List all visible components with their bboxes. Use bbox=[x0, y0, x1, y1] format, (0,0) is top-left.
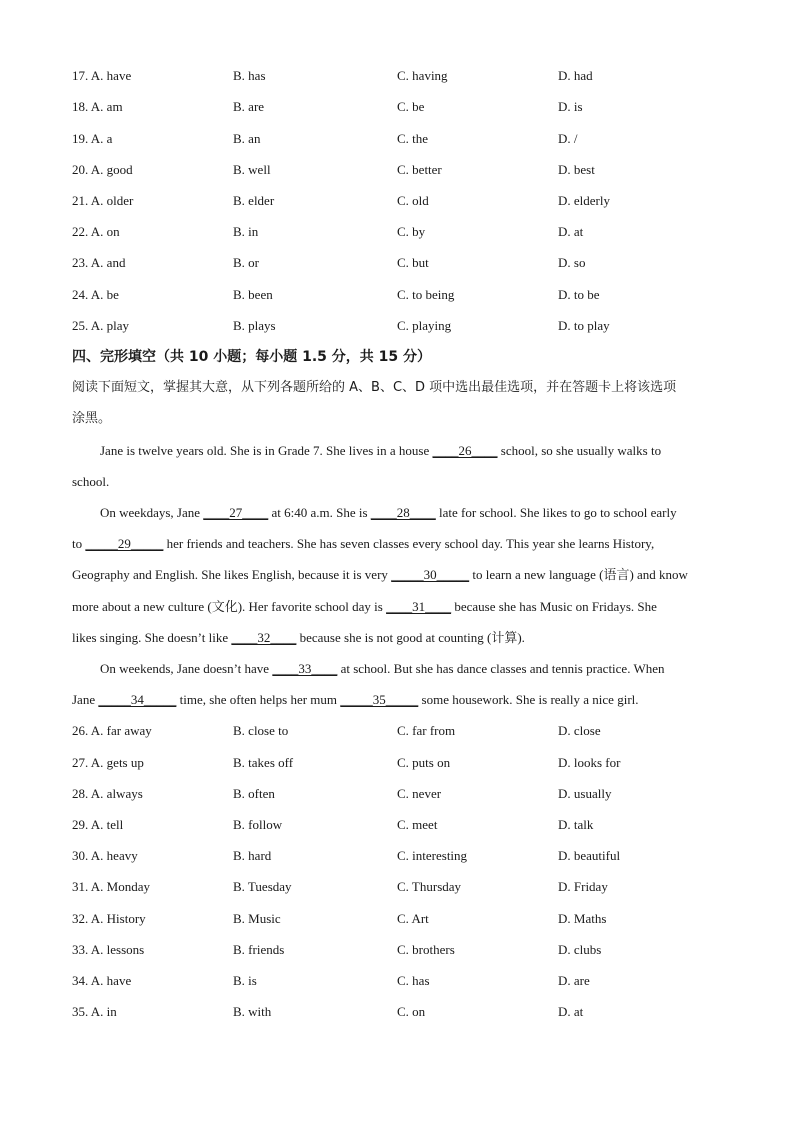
passage-text: late for school. She likes to go to school early bbox=[435, 505, 677, 520]
option-d: D. beautiful bbox=[558, 848, 621, 863]
option-c: C. old bbox=[397, 193, 429, 208]
passage-text: Jane is twelve years old. She is in Grade 7. She lives in a house bbox=[100, 443, 433, 458]
option-d: D. had bbox=[558, 68, 593, 83]
option-b: B. plays bbox=[233, 318, 276, 333]
option-b: B. is bbox=[233, 973, 257, 988]
option-b: B. hard bbox=[233, 848, 272, 863]
passage-text: to learn a new language (语言) and know bbox=[469, 567, 688, 582]
option-d: D. best bbox=[558, 162, 595, 177]
passage-line bbox=[100, 441, 661, 461]
option-b: B. often bbox=[233, 786, 275, 801]
option-b: B. follow bbox=[233, 817, 283, 832]
passage-text: Jane bbox=[72, 692, 99, 707]
option-b: B. well bbox=[233, 162, 271, 177]
option-c: C. Art bbox=[397, 911, 429, 926]
option-row-30 bbox=[0, 846, 794, 866]
option-row-17 bbox=[0, 66, 794, 86]
passage-text: at school. But she has dance classes and tennis practice. When bbox=[337, 661, 665, 676]
option-b: B. elder bbox=[233, 193, 275, 208]
section-heading: 四、完形填空（共 10 小题；每小题 1.5 分，共 15 分） bbox=[72, 349, 432, 365]
option-row-27 bbox=[0, 753, 794, 773]
option-d: D. to play bbox=[558, 318, 610, 333]
option-c: C. be bbox=[397, 99, 425, 114]
option-row-24 bbox=[0, 285, 794, 305]
option-a: 20. A. good bbox=[72, 162, 133, 177]
option-b: B. Music bbox=[233, 911, 281, 926]
option-b: B. with bbox=[233, 1004, 272, 1019]
option-row-34 bbox=[0, 971, 794, 991]
option-a: 24. A. be bbox=[72, 287, 119, 302]
section-instruction-cont: 涂黑。 bbox=[72, 411, 112, 426]
option-c: C. playing bbox=[397, 318, 452, 333]
option-a: 35. A. in bbox=[72, 1004, 117, 1019]
option-d: D. looks for bbox=[558, 755, 621, 770]
option-b: B. or bbox=[233, 255, 259, 270]
blank-27: ____27____ bbox=[203, 505, 269, 520]
option-c: C. to being bbox=[397, 287, 455, 302]
option-b: B. close to bbox=[233, 723, 289, 738]
blank-33: ____33____ bbox=[272, 661, 338, 676]
passage-text: time, she often helps her mum bbox=[176, 692, 341, 707]
passage-text: because she is not good at counting (计算). bbox=[296, 630, 525, 645]
passage-line bbox=[100, 659, 665, 679]
option-row-32 bbox=[0, 909, 794, 929]
option-d: D. talk bbox=[558, 817, 594, 832]
blank-30: _____30_____ bbox=[391, 567, 470, 582]
option-row-23 bbox=[0, 253, 794, 273]
passage-line bbox=[72, 534, 654, 554]
option-row-21 bbox=[0, 191, 794, 211]
passage-text: On weekends, Jane doesn’t have bbox=[100, 661, 273, 676]
option-a: 30. A. heavy bbox=[72, 848, 138, 863]
passage-line bbox=[72, 597, 657, 617]
option-b: B. an bbox=[233, 131, 261, 146]
passage-text: because she has Music on Fridays. She bbox=[451, 599, 657, 614]
blank-28: ____28____ bbox=[370, 505, 436, 520]
option-d: D. close bbox=[558, 723, 601, 738]
option-row-29 bbox=[0, 815, 794, 835]
option-c: C. on bbox=[397, 1004, 426, 1019]
option-b: B. friends bbox=[233, 942, 285, 957]
passage-text: school. bbox=[72, 474, 110, 489]
option-row-35 bbox=[0, 1002, 794, 1022]
option-a: 34. A. have bbox=[72, 973, 132, 988]
option-b: B. takes off bbox=[233, 755, 294, 770]
option-c: C. far from bbox=[397, 723, 456, 738]
option-b: B. are bbox=[233, 99, 265, 114]
option-c: C. never bbox=[397, 786, 442, 801]
option-c: C. better bbox=[397, 162, 442, 177]
blank-34: _____34_____ bbox=[98, 692, 177, 707]
section-instruction: 阅读下面短文，掌握其大意，从下列各题所给的 A、B、C、D 项中选出最佳选项，并在答题卡上将该选项 bbox=[72, 380, 677, 395]
passage-text: to bbox=[72, 536, 86, 551]
option-d: D. elderly bbox=[558, 193, 610, 208]
option-row-33 bbox=[0, 940, 794, 960]
option-d: D. usually bbox=[558, 786, 612, 801]
blank-26: ____26____ bbox=[432, 443, 498, 458]
option-a: 27. A. gets up bbox=[72, 755, 144, 770]
option-a: 25. A. play bbox=[72, 318, 130, 333]
passage-line bbox=[72, 565, 688, 585]
option-a: 17. A. have bbox=[72, 68, 132, 83]
passage-line bbox=[72, 472, 109, 492]
option-d: D. so bbox=[558, 255, 586, 270]
passage-text: On weekdays, Jane bbox=[100, 505, 204, 520]
option-b: B. in bbox=[233, 224, 259, 239]
option-a: 33. A. lessons bbox=[72, 942, 145, 957]
option-a: 29. A. tell bbox=[72, 817, 124, 832]
option-c: C. by bbox=[397, 224, 426, 239]
option-c: C. but bbox=[397, 255, 429, 270]
passage-line bbox=[72, 628, 525, 648]
passage-text: at 6:40 a.m. She is bbox=[268, 505, 371, 520]
passage-text: likes singing. She doesn’t like bbox=[72, 630, 232, 645]
option-b: B. Tuesday bbox=[233, 879, 292, 894]
option-c: C. Thursday bbox=[397, 879, 462, 894]
option-d: D. Maths bbox=[558, 911, 607, 926]
option-d: D. are bbox=[558, 973, 590, 988]
blank-35: _____35_____ bbox=[340, 692, 419, 707]
passage-text: more about a new culture (文化). Her favorite school day is bbox=[72, 599, 387, 614]
option-d: D. at bbox=[558, 224, 584, 239]
passage-text: school, so she usually walks to bbox=[497, 443, 662, 458]
option-a: 31. A. Monday bbox=[72, 879, 150, 894]
option-c: C. meet bbox=[397, 817, 438, 832]
option-c: C. having bbox=[397, 68, 448, 83]
passage-text: her friends and teachers. She has seven classes every school day. This year she learns History, bbox=[163, 536, 655, 551]
option-row-19 bbox=[0, 129, 794, 149]
blank-31: ____31____ bbox=[386, 599, 452, 614]
option-a: 19. A. a bbox=[72, 131, 113, 146]
option-row-28 bbox=[0, 784, 794, 804]
option-row-26 bbox=[0, 721, 794, 741]
option-d: D. / bbox=[558, 131, 578, 146]
option-a: 23. A. and bbox=[72, 255, 126, 270]
option-a: 22. A. on bbox=[72, 224, 120, 239]
option-c: C. brothers bbox=[397, 942, 455, 957]
option-b: B. has bbox=[233, 68, 266, 83]
passage-text: some housework. She is really a nice girl. bbox=[418, 692, 639, 707]
option-c: C. interesting bbox=[397, 848, 468, 863]
option-a: 26. A. far away bbox=[72, 723, 152, 738]
option-a: 28. A. always bbox=[72, 786, 143, 801]
option-c: C. puts on bbox=[397, 755, 451, 770]
option-a: 32. A. History bbox=[72, 911, 146, 926]
option-c: C. has bbox=[397, 973, 430, 988]
option-row-20 bbox=[0, 160, 794, 180]
option-d: D. clubs bbox=[558, 942, 602, 957]
passage-line bbox=[100, 503, 677, 523]
option-d: D. at bbox=[558, 1004, 584, 1019]
blank-29: _____29_____ bbox=[85, 536, 164, 551]
option-row-31 bbox=[0, 877, 794, 897]
passage-text: Geography and English. She likes English, because it is very bbox=[72, 567, 392, 582]
passage-line bbox=[72, 690, 639, 710]
blank-32: ____32____ bbox=[231, 630, 297, 645]
option-d: D. is bbox=[558, 99, 583, 114]
option-d: D. to be bbox=[558, 287, 600, 302]
option-a: 21. A. older bbox=[72, 193, 134, 208]
option-c: C. the bbox=[397, 131, 429, 146]
option-b: B. been bbox=[233, 287, 273, 302]
option-a: 18. A. am bbox=[72, 99, 123, 114]
option-row-22 bbox=[0, 222, 794, 242]
option-row-18 bbox=[0, 97, 794, 117]
option-d: D. Friday bbox=[558, 879, 608, 894]
option-row-25 bbox=[0, 316, 794, 336]
